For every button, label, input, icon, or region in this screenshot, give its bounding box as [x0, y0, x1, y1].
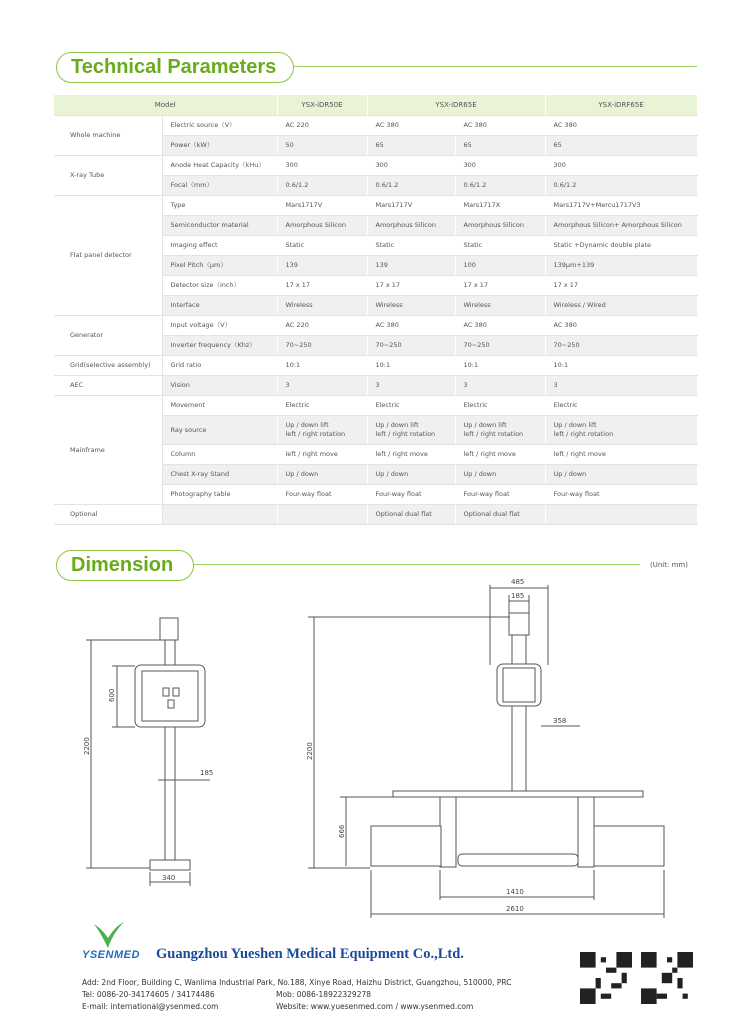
- row-parameter-label: Movement: [162, 396, 277, 416]
- cell-value: 300: [367, 156, 455, 176]
- cell-value: 0.6/1.2: [277, 176, 367, 196]
- cell-value: Four-way float: [455, 485, 545, 505]
- cell-value: Optional dual flat: [455, 505, 545, 525]
- table-column-label: 185: [511, 592, 525, 600]
- cell-value: Wireless: [455, 296, 545, 316]
- chest-stand-drawing: [86, 618, 210, 886]
- cell-value: 0.6/1.2: [367, 176, 455, 196]
- row-parameter-label: Electric source（V）: [162, 116, 277, 136]
- cell-value: 3: [545, 376, 697, 396]
- cell-value: 65: [367, 136, 455, 156]
- row-group-label: Optional: [54, 505, 162, 525]
- row-parameter-label: Pixel Pitch（μm）: [162, 256, 277, 276]
- cell-value: 10:1: [545, 356, 697, 376]
- cell-value: Amorphous Silicon: [367, 216, 455, 236]
- cell-value: 3: [277, 376, 367, 396]
- dimension-title: Dimension: [56, 550, 194, 581]
- cell-value: 10:1: [455, 356, 545, 376]
- cell-value: 3: [455, 376, 545, 396]
- company-logo-icon: [90, 918, 126, 950]
- cell-value: 17 x 17: [455, 276, 545, 296]
- cell-value: Up / down lift left / right rotation: [277, 416, 367, 445]
- row-parameter-label: Type: [162, 196, 277, 216]
- cell-value: 300: [277, 156, 367, 176]
- cell-value: 3: [367, 376, 455, 396]
- cell-value: Static: [367, 236, 455, 256]
- cell-value: Static +Dynamic double plate: [545, 236, 697, 256]
- cell-value: AC 220: [277, 316, 367, 336]
- row-parameter-label: Anode Heat Capacity（kHu）: [162, 156, 277, 176]
- cell-value: 17 x 17: [545, 276, 697, 296]
- cell-value: Mars1717V+Mercu1717V3: [545, 196, 697, 216]
- cell-value: Up / down: [277, 465, 367, 485]
- row-parameter-label: Inverter frequency（Khz）: [162, 336, 277, 356]
- company-tel: Tel: 0086-20-34174605 / 34174486: [82, 990, 215, 999]
- cell-value: Up / down: [545, 465, 697, 485]
- cell-value: left / right move: [367, 445, 455, 465]
- cell-value: Static: [455, 236, 545, 256]
- cell-value: AC 380: [455, 116, 545, 136]
- row-parameter-label: Input voltage（V）: [162, 316, 277, 336]
- company-website: Website: www.yuesenmed.com / www.ysenmed.com: [276, 1002, 474, 1011]
- cell-value: Amorphous Silicon+ Amorphous Silicon: [545, 216, 697, 236]
- row-group-label: Grid(selective assembly): [54, 356, 162, 376]
- company-email: E-mail: international@ysenmed.com: [82, 1002, 219, 1011]
- cell-value: 0.6/1.2: [455, 176, 545, 196]
- cell-value: Up / down lift left / right rotation: [545, 416, 697, 445]
- cell-value: Mars1717X: [455, 196, 545, 216]
- company-name: Guangzhou Yueshen Medical Equipment Co.,Ltd.: [156, 946, 464, 962]
- cell-value: AC 380: [545, 316, 697, 336]
- cell-value: Static: [277, 236, 367, 256]
- cell-value: 17 x 17: [277, 276, 367, 296]
- row-parameter-label: Column: [162, 445, 277, 465]
- stand-panel-label: 600: [108, 688, 116, 702]
- cell-value: Wireless: [367, 296, 455, 316]
- row-group-label: X-ray Tube: [54, 156, 162, 196]
- cell-value: Mars1717V: [367, 196, 455, 216]
- cell-value: 70~250: [455, 336, 545, 356]
- company-address: Add: 2nd Floor, Building C, Wanlima Industrial Park, No.188, Xinye Road, Haizhu District, Guangzhou, 510000, PRC: [82, 978, 512, 987]
- cell-value: 139: [367, 256, 455, 276]
- cell-value: Electric: [545, 396, 697, 416]
- header-model-3: YSX-iDRF65E: [545, 95, 697, 116]
- cell-value: Electric: [367, 396, 455, 416]
- table-overall-label: 2610: [506, 905, 524, 913]
- cell-value: Wireless: [277, 296, 367, 316]
- cell-value: Mars1717V: [277, 196, 367, 216]
- row-group-label: Flat panel detector: [54, 196, 162, 316]
- row-parameter-label: Ray source: [162, 416, 277, 445]
- row-parameter-label: Chest X-ray Stand: [162, 465, 277, 485]
- cell-value: Up / down: [367, 465, 455, 485]
- cell-value: 139μm+139: [545, 256, 697, 276]
- row-group-label: Generator: [54, 316, 162, 356]
- cell-value: AC 380: [367, 316, 455, 336]
- row-parameter-label: Power（kW）: [162, 136, 277, 156]
- unit-note: (Unit: mm): [650, 561, 688, 569]
- cell-value: 139: [277, 256, 367, 276]
- cell-value: 17 x 17: [367, 276, 455, 296]
- row-parameter-label: Grid ratio: [162, 356, 277, 376]
- cell-value: Up / down lift left / right rotation: [367, 416, 455, 445]
- row-parameter-label: Semiconductor material: [162, 216, 277, 236]
- cell-value: Up / down lift left / right rotation: [455, 416, 545, 445]
- cell-value: 70~250: [545, 336, 697, 356]
- company-mob: Mob: 0086-18922329278: [276, 990, 372, 999]
- cell-value: 70~250: [367, 336, 455, 356]
- table-topwidth-label: 485: [511, 578, 525, 586]
- cell-value: 0.6/1.2: [545, 176, 697, 196]
- cell-value: AC 380: [367, 116, 455, 136]
- technical-parameters-title: Technical Parameters: [56, 52, 294, 83]
- stand-offset-label: 185: [200, 769, 214, 777]
- table-tableheight-label: 666: [338, 824, 346, 838]
- radiography-table-drawing: [308, 585, 664, 918]
- row-group-label: Mainframe: [54, 396, 162, 505]
- cell-value: 70~250: [277, 336, 367, 356]
- row-group-label: Whole machine: [54, 116, 162, 156]
- cell-value: Amorphous Silicon: [277, 216, 367, 236]
- qr-code-icon: [641, 952, 693, 1004]
- cell-value: Optional dual flat: [367, 505, 455, 525]
- row-parameter-label: Photography table: [162, 485, 277, 505]
- cell-value: Electric: [277, 396, 367, 416]
- cell-value: 300: [545, 156, 697, 176]
- row-parameter-label: Imaging effect: [162, 236, 277, 256]
- cell-value: AC 380: [455, 316, 545, 336]
- header-model: Model: [54, 95, 277, 116]
- cell-value: Amorphous Silicon: [455, 216, 545, 236]
- table-tube-label: 358: [553, 717, 567, 725]
- cell-value: 10:1: [367, 356, 455, 376]
- cell-value: AC 380: [545, 116, 697, 136]
- cell-value: 65: [545, 136, 697, 156]
- header-model-1: YSX-iDR50E: [277, 95, 367, 116]
- row-parameter-label: Focal（mm）: [162, 176, 277, 196]
- cell-value: Electric: [455, 396, 545, 416]
- cell-value: 300: [455, 156, 545, 176]
- cell-value: 100: [455, 256, 545, 276]
- cell-value: 10:1: [277, 356, 367, 376]
- stand-height-label: 2200: [83, 737, 91, 755]
- cell-value: 65: [455, 136, 545, 156]
- cell-value: Four-way float: [277, 485, 367, 505]
- cell-value: left / right move: [455, 445, 545, 465]
- cell-value: Wireless / Wired: [545, 296, 697, 316]
- qr-code-icon: [580, 952, 632, 1004]
- cell-value: AC 220: [277, 116, 367, 136]
- header-model-2: YSX-iDR65E: [367, 95, 545, 116]
- row-group-label: AEC: [54, 376, 162, 396]
- row-parameter-label: Vision: [162, 376, 277, 396]
- cell-value: Four-way float: [367, 485, 455, 505]
- cell-value: 50: [277, 136, 367, 156]
- table-inner-label: 1410: [506, 888, 524, 896]
- row-parameter-label: Interface: [162, 296, 277, 316]
- company-logo-text: YSENMED: [82, 949, 140, 961]
- row-parameter-label: Detector size（inch）: [162, 276, 277, 296]
- table-height-label: 2200: [306, 742, 314, 760]
- cell-value: left / right move: [545, 445, 697, 465]
- cell-value: Up / down: [455, 465, 545, 485]
- stand-base-label: 340: [162, 874, 176, 882]
- cell-value: Four-way float: [545, 485, 697, 505]
- cell-value: left / right move: [277, 445, 367, 465]
